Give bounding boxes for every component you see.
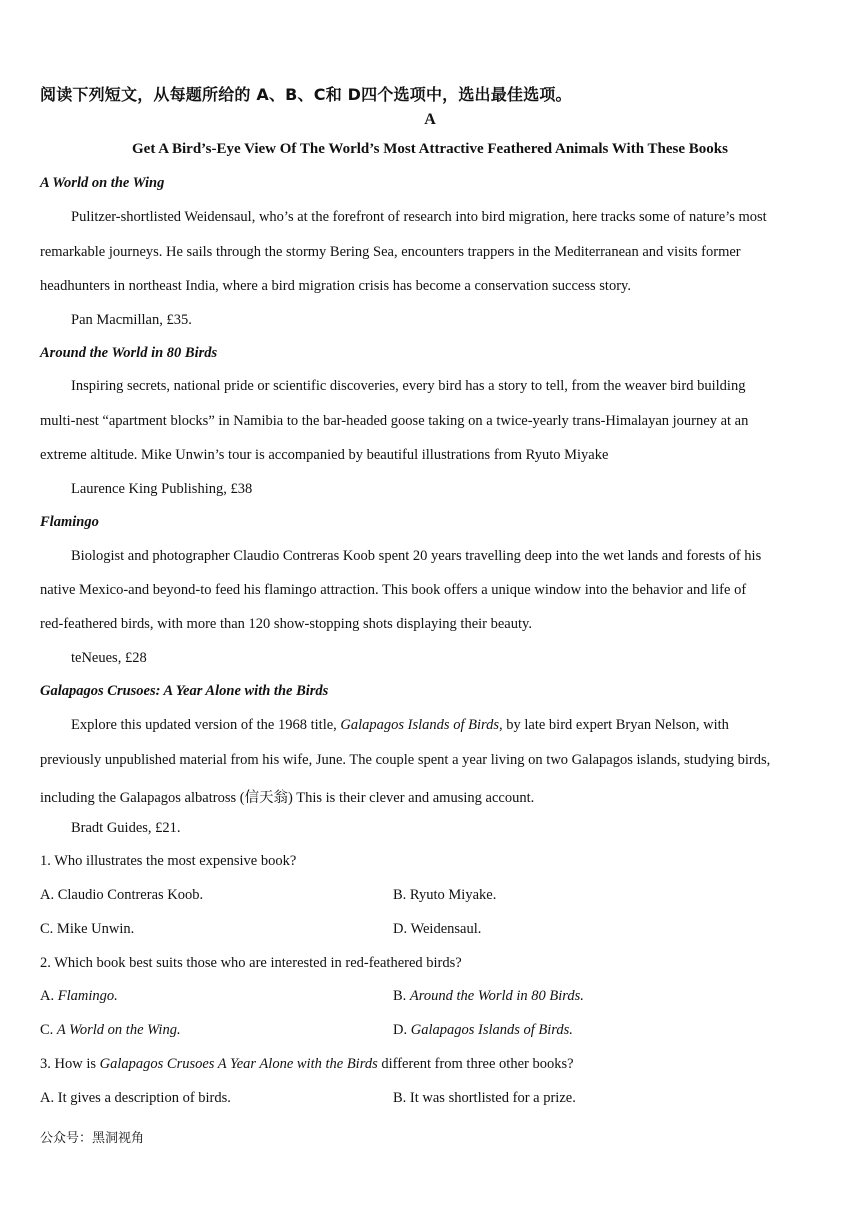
book-2-text-line: extreme altitude. Mike Unwin’s tour is accompanied by beautiful illustrations from Ryuto Miyake [40, 447, 609, 463]
book-4-publisher: Bradt Guides, £21. [71, 820, 181, 836]
q2-option-b[interactable] [393, 988, 584, 1005]
option-label: B. [393, 988, 410, 1004]
option-label: A. [40, 988, 58, 1004]
book-title-2: Around the World in 80 Birds [40, 345, 218, 361]
italic-book-title: Galapagos Islands of Birds [340, 717, 499, 733]
option-text: Claudio Contreras Koob. [57, 887, 204, 903]
footer-watermark: 公众号：黑洞视角 [40, 1131, 145, 1146]
book-4-text-line [71, 717, 729, 734]
book-1-text-line: Pulitzer-shortlisted Weidensaul, who’s at the forefront of research into bird migration, here tracks some of nature’s most [71, 209, 767, 225]
q2-option-d[interactable] [393, 1022, 573, 1039]
book-title-3: Flamingo [40, 514, 99, 530]
q1-option-b[interactable] [393, 887, 496, 904]
option-text: Ryuto Miyake. [409, 887, 497, 903]
option-text: It was shortlisted for a prize. [409, 1090, 576, 1106]
book-2-text-line: multi-nest “apartment blocks” in Namibia to the bar-headed goose taking on a twice-yearly trans-Himalayan journey at an [40, 413, 749, 429]
q3-option-b[interactable] [393, 1090, 576, 1107]
book-3-text-line: Biologist and photographer Claudio Contreras Koob spent 20 years travelling deep into the wet lands and forests of his [71, 548, 762, 564]
reading-instruction: 阅读下列短文，从每题所给的 A、B、C和 D四个选项中，选出最佳选项。 [40, 85, 572, 104]
text-run: different from three other books? [377, 1056, 574, 1072]
book-4-text-line: including the Galapagos albatross (信天翁) This is their clever and amusing account. [40, 790, 535, 806]
option-label: D. [393, 921, 411, 937]
text-run: Explore this updated version of the 1968 title, [71, 717, 341, 733]
book-1-text-line: remarkable journeys. He sails through the stormy Bering Sea, encounters trappers in the Mediterranean and visits former [40, 244, 741, 260]
option-text: Mike Unwin. [56, 921, 135, 937]
option-label: A. [40, 1090, 58, 1106]
book-title-1: A World on the Wing [40, 175, 165, 191]
q2-option-a[interactable] [40, 988, 118, 1005]
option-label: C. [40, 1022, 57, 1038]
q2-option-c[interactable] [40, 1022, 181, 1039]
option-label: D. [393, 1022, 411, 1038]
passage-headline: Get A Bird’s-Eye View Of The World’s Most Attractive Feathered Animals With These Books [132, 141, 728, 157]
question-stem-3 [40, 1056, 574, 1073]
option-label: B. [393, 887, 410, 903]
q1-option-a[interactable] [40, 887, 203, 904]
book-title-4: Galapagos Crusoes: A Year Alone with the Birds [40, 683, 329, 699]
italic-book-title: Galapagos Crusoes A Year Alone with the Birds [99, 1056, 378, 1072]
question-stem-1: 1. Who illustrates the most expensive book? [40, 853, 297, 869]
book-4-text-line: previously unpublished material from his wife, June. The couple spent a year living on two Galapagos islands, studying birds, [40, 752, 771, 768]
book-1-text-line: headhunters in northeast India, where a bird migration crisis has become a conservation success story. [40, 278, 631, 294]
book-2-text-line: Inspiring secrets, national pride or scientific discoveries, every bird has a story to tell, from the weaver bird building [71, 378, 746, 394]
book-2-publisher: Laurence King Publishing, £38 [71, 481, 253, 497]
option-text: It gives a description of birds. [57, 1090, 231, 1106]
section-letter: A [424, 111, 436, 128]
question-stem-2: 2. Which book best suits those who are interested in red-feathered birds? [40, 955, 462, 971]
q3-option-a[interactable] [40, 1090, 231, 1107]
option-text: A World on the Wing. [56, 1022, 181, 1038]
option-label: A. [40, 887, 58, 903]
book-3-text-line: native Mexico-and beyond-to feed his flamingo attraction. This book offers a unique window into the behavior and life of [40, 582, 747, 598]
text-run: 3. How is [40, 1056, 100, 1072]
book-3-publisher: teNeues, £28 [71, 650, 147, 666]
option-text: Around the World in 80 Birds. [409, 988, 584, 1004]
book-1-publisher: Pan Macmillan, £35. [71, 312, 192, 328]
option-text: Weidensaul. [410, 921, 482, 937]
option-text: Flamingo. [57, 988, 118, 1004]
text-run: , by late bird expert Bryan Nelson, with [498, 717, 729, 733]
q1-option-c[interactable] [40, 921, 134, 938]
option-text: Galapagos Islands of Birds. [410, 1022, 573, 1038]
option-label: C. [40, 921, 57, 937]
q1-option-d[interactable] [393, 921, 481, 938]
book-3-text-line: red-feathered birds, with more than 120 show-stopping shots displaying their beauty. [40, 616, 532, 632]
option-label: B. [393, 1090, 410, 1106]
